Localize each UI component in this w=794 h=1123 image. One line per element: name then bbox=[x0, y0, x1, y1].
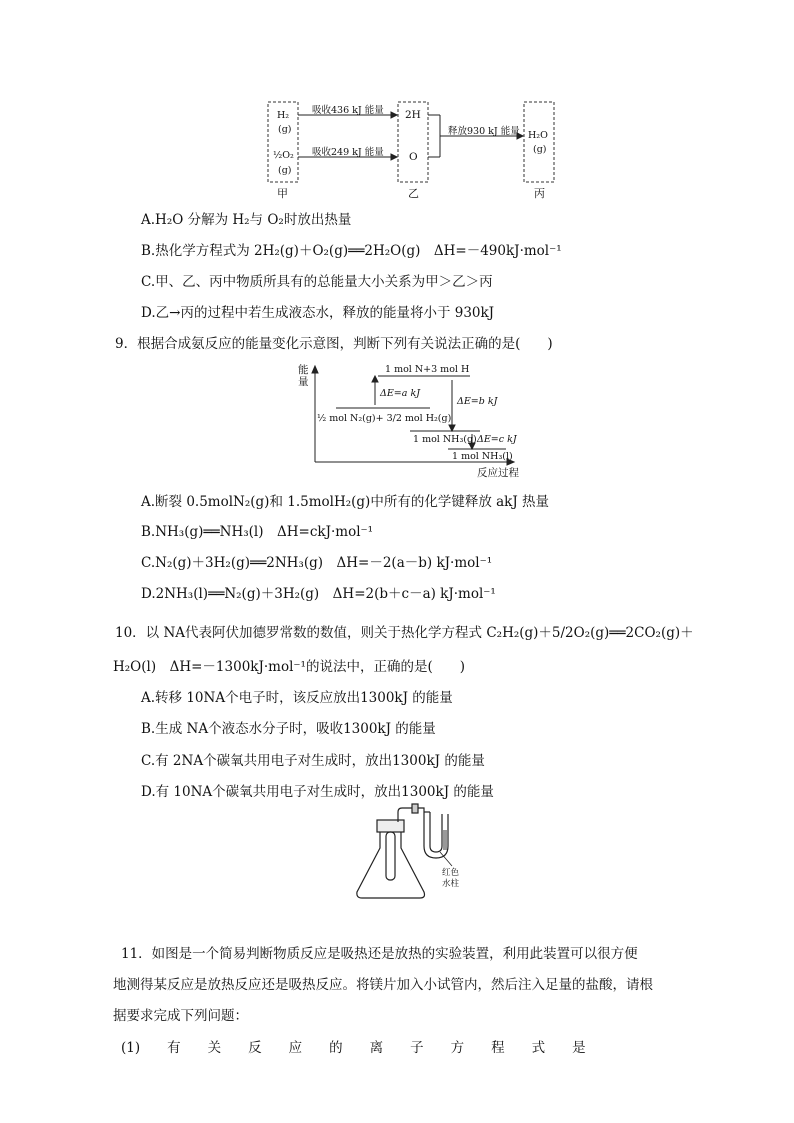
q11-line2: 地测得某反应是放热反应还是吸热反应。将镁片加入小试管内，然后注入足量的盐酸，请根 bbox=[113, 977, 653, 993]
q8-option-a: A.H₂O 分解为 H₂与 O₂时放出热量 bbox=[141, 212, 352, 228]
arrow-436-label: 吸收436 kJ 能量 bbox=[312, 105, 384, 116]
q8-option-c: C.甲、乙、丙中物质所具有的总能量大小关系为甲＞乙＞丙 bbox=[141, 274, 493, 290]
jia-o2-state: (g) bbox=[278, 165, 292, 176]
q9-option-d: D.2NH₃(l)══N₂(g)＋3H₂(g) ΔH=2(b＋c－a) kJ·mol⁻¹ bbox=[141, 586, 496, 602]
stopper bbox=[377, 820, 404, 832]
delta-e-a: ΔE=a kJ bbox=[380, 388, 421, 399]
y-axis-label: 能量 bbox=[298, 364, 309, 388]
q9-stem: 9．根据合成氨反应的能量变化示意图，判断下列有关说法正确的是( ) bbox=[115, 336, 553, 352]
q8-option-b: B.热化学方程式为 2H₂(g)＋O₂(g)══2H₂O(g) ΔH=－490kJ·mol⁻¹ bbox=[141, 243, 562, 259]
delta-e-b: ΔE=b kJ bbox=[457, 396, 498, 407]
x-axis-label: 反应过程 bbox=[477, 467, 519, 479]
q10-stem-line2: H₂O(l) ΔH=－1300kJ·mol⁻¹的说法中，正确的是( ) bbox=[113, 659, 465, 675]
fig3-label-red: 红色 bbox=[442, 868, 460, 878]
arrow-930-label: 释放930 kJ 能量 bbox=[448, 126, 520, 137]
yi-label: 乙 bbox=[408, 187, 419, 200]
red-water-column bbox=[443, 830, 447, 850]
q9-option-b: B.NH₃(g)══NH₃(l) ΔH=ckJ·mol⁻¹ bbox=[141, 524, 374, 540]
yi-2h: 2H bbox=[405, 109, 421, 121]
q10-option-c: C.有 2NA个碳氧共用电子对生成时，放出1300kJ 的能量 bbox=[141, 753, 485, 769]
q10-option-d: D.有 10NA个碳氧共用电子对生成时，放出1300kJ 的能量 bbox=[141, 784, 494, 800]
level-nh3-l-label: 1 mol NH₃(l) bbox=[452, 451, 513, 462]
level-nh3-g-label: 1 mol NH₃(g) bbox=[413, 434, 477, 445]
q9-option-a: A.断裂 0.5molN₂(g)和 1.5molH₂(g)中所有的化学键释放 akJ 热量 bbox=[141, 494, 550, 510]
q10-stem-line1: 10．以 NA代表阿伏加德罗常数的数值，则关于热化学方程式 C₂H₂(g)＋5/2O₂(g)══2CO₂(g)＋ bbox=[115, 625, 694, 641]
q9-option-c: C.N₂(g)＋3H₂(g)══2NH₃(g) ΔH=－2(a－b) kJ·mol⁻¹ bbox=[141, 555, 493, 571]
fig3-label-column: 水柱 bbox=[442, 879, 460, 889]
arrow-249-label: 吸收249 kJ 能量 bbox=[312, 147, 384, 158]
level-atoms-label: 1 mol N+3 mol H bbox=[385, 364, 470, 375]
bing-label: 丙 bbox=[534, 187, 545, 200]
jia-label: 甲 bbox=[277, 187, 288, 200]
jia-h2: H₂ bbox=[277, 110, 290, 121]
q11-line1: 11．如图是一个简易判断物质反应是吸热还是放热的实验装置，利用此装置可以很方便 bbox=[121, 946, 638, 962]
jia-h2-state: (g) bbox=[278, 124, 292, 135]
q8-option-d: D.乙→丙的过程中若生成液态水，释放的能量将小于 930kJ bbox=[141, 305, 495, 321]
q10-option-a: A.转移 10NA个电子时，该反应放出1300kJ 的能量 bbox=[141, 690, 453, 706]
level-reactants-label: ½ mol N₂(g)+ 3/2 mol H₂(g) bbox=[317, 413, 452, 424]
q11-line4: (1) 有 关 反 应 的 离 子 方 程 式 是 bbox=[121, 1040, 586, 1056]
small-test-tube bbox=[386, 832, 395, 880]
jia-o2: ½O₂ bbox=[273, 150, 294, 161]
conical-flask bbox=[357, 832, 425, 898]
yi-o: O bbox=[409, 151, 418, 163]
delta-e-c: ΔE=c kJ bbox=[477, 434, 517, 445]
bing-h2o: H₂O bbox=[528, 130, 548, 141]
q10-option-b: B.生成 NA个液态水分子时，吸收1300kJ 的能量 bbox=[141, 721, 436, 737]
bing-state: (g) bbox=[533, 144, 547, 155]
q11-line3: 据要求完成下列问题： bbox=[113, 1008, 248, 1024]
